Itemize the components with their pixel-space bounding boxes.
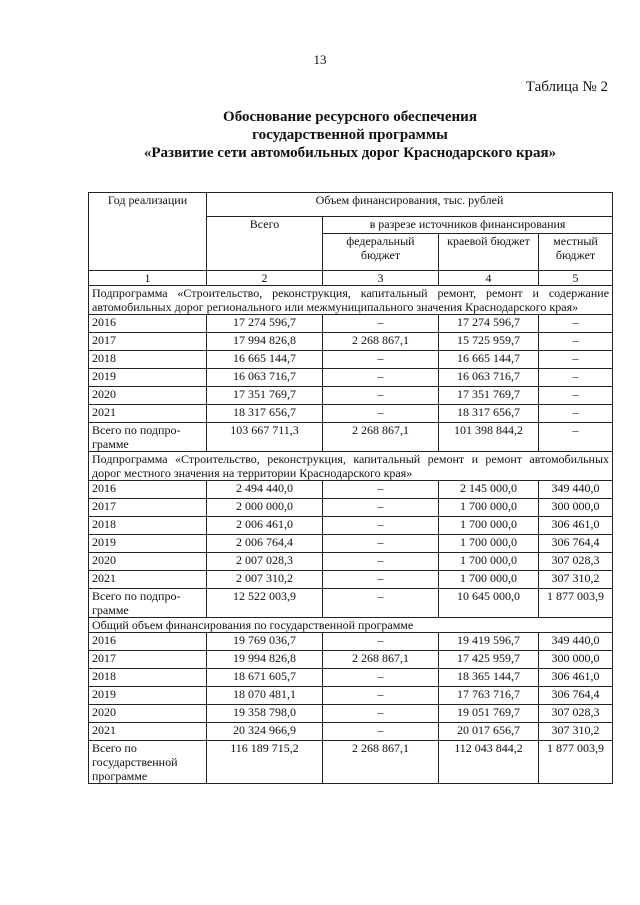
column-number: 2	[207, 271, 323, 286]
cell-regional: 17 351 769,7	[439, 387, 539, 405]
cell-year: 2018	[89, 669, 207, 687]
cell-total: 20 324 966,9	[207, 723, 323, 741]
cell-regional: 1 700 000,0	[439, 571, 539, 589]
header-local: местный бюджет	[539, 234, 613, 271]
cell-local: 349 440,0	[539, 633, 613, 651]
table-row	[89, 705, 613, 723]
cell-local: –	[539, 405, 613, 423]
table-row	[89, 723, 613, 741]
cell-regional: 15 725 959,7	[439, 333, 539, 351]
table-row	[89, 369, 613, 387]
summary-regional: 112 043 844,2	[439, 741, 539, 784]
table-row	[89, 387, 613, 405]
cell-regional: 16 665 144,7	[439, 351, 539, 369]
summary-label: Всего по подпро-грамме	[89, 589, 207, 618]
cell-regional: 19 051 769,7	[439, 705, 539, 723]
table-row	[89, 517, 613, 535]
cell-total: 17 994 826,8	[207, 333, 323, 351]
cell-federal: –	[323, 571, 439, 589]
cell-year: 2017	[89, 333, 207, 351]
cell-regional: 16 063 716,7	[439, 369, 539, 387]
cell-federal: –	[323, 405, 439, 423]
cell-year: 2018	[89, 517, 207, 535]
cell-federal: –	[323, 481, 439, 499]
cell-local: –	[539, 369, 613, 387]
cell-local: 307 310,2	[539, 723, 613, 741]
cell-local: –	[539, 387, 613, 405]
cell-year: 2019	[89, 535, 207, 553]
cell-year: 2016	[89, 481, 207, 499]
document-title	[60, 108, 640, 162]
cell-local: 306 461,0	[539, 669, 613, 687]
cell-total: 19 994 826,8	[207, 651, 323, 669]
page-number: 13	[313, 52, 327, 67]
table-row	[89, 669, 613, 687]
cell-local: 307 028,3	[539, 705, 613, 723]
column-number: 1	[89, 271, 207, 286]
cell-federal: 2 268 867,1	[323, 651, 439, 669]
cell-regional: 2 145 000,0	[439, 481, 539, 499]
cell-federal: –	[323, 351, 439, 369]
cell-federal: –	[323, 687, 439, 705]
cell-total: 17 274 596,7	[207, 315, 323, 333]
table-row	[89, 553, 613, 571]
table-row	[89, 651, 613, 669]
title-line: государственной программы	[252, 127, 448, 143]
cell-local: 306 764,4	[539, 687, 613, 705]
cell-total: 16 063 716,7	[207, 369, 323, 387]
summary-total: 103 667 711,3	[207, 423, 323, 452]
summary-local: 1 877 003,9	[539, 741, 613, 784]
title-line: «Развитие сети автомобильных дорог Краснодарского края»	[143, 145, 557, 161]
cell-total: 19 358 798,0	[207, 705, 323, 723]
cell-total: 2 006 764,4	[207, 535, 323, 553]
cell-local: 306 764,4	[539, 535, 613, 553]
cell-regional: 17 763 716,7	[439, 687, 539, 705]
cell-regional: 18 317 656,7	[439, 405, 539, 423]
header-total: Всего	[207, 217, 323, 271]
cell-total: 2 007 310,2	[207, 571, 323, 589]
cell-year: 2020	[89, 553, 207, 571]
cell-regional: 18 365 144,7	[439, 669, 539, 687]
cell-federal: –	[323, 387, 439, 405]
cell-total: 16 665 144,7	[207, 351, 323, 369]
cell-year: 2018	[89, 351, 207, 369]
summary-row	[89, 589, 613, 618]
summary-total: 116 189 715,2	[207, 741, 323, 784]
summary-regional: 10 645 000,0	[439, 589, 539, 618]
cell-total: 17 351 769,7	[207, 387, 323, 405]
column-number: 3	[323, 271, 439, 286]
section-title: Подпрограмма «Строительство, реконструкция, капитальный ремонт, ремонт и содержание автомобильных дорог регионального или межмуниципального значения Краснодарского края»	[89, 286, 613, 315]
summary-total: 12 522 003,9	[207, 589, 323, 618]
table-row	[89, 351, 613, 369]
header-regional: краевой бюджет	[439, 234, 539, 271]
cell-regional: 1 700 000,0	[439, 553, 539, 571]
resource-table	[88, 192, 613, 784]
table-row	[89, 333, 613, 351]
cell-regional: 19 419 596,7	[439, 633, 539, 651]
summary-row	[89, 741, 613, 784]
cell-total: 18 070 481,1	[207, 687, 323, 705]
table-row	[89, 535, 613, 553]
cell-federal: –	[323, 499, 439, 517]
cell-regional: 1 700 000,0	[439, 499, 539, 517]
header-volume: Объем финансирования, тыс. рублей	[207, 193, 613, 217]
cell-federal: –	[323, 633, 439, 651]
cell-total: 18 317 656,7	[207, 405, 323, 423]
cell-local: 306 461,0	[539, 517, 613, 535]
cell-local: 300 000,0	[539, 651, 613, 669]
cell-total: 2 000 000,0	[207, 499, 323, 517]
summary-regional: 101 398 844,2	[439, 423, 539, 452]
cell-year: 2016	[89, 315, 207, 333]
cell-local: 349 440,0	[539, 481, 613, 499]
column-number: 4	[439, 271, 539, 286]
cell-year: 2021	[89, 405, 207, 423]
table-row	[89, 499, 613, 517]
cell-federal: –	[323, 535, 439, 553]
cell-local: 300 000,0	[539, 499, 613, 517]
table-label: Таблица № 2	[525, 79, 608, 95]
cell-total: 2 006 461,0	[207, 517, 323, 535]
cell-local: 307 310,2	[539, 571, 613, 589]
cell-regional: 17 274 596,7	[439, 315, 539, 333]
cell-total: 19 769 036,7	[207, 633, 323, 651]
cell-federal: –	[323, 705, 439, 723]
column-number: 5	[539, 271, 613, 286]
table-row	[89, 315, 613, 333]
cell-total: 2 494 440,0	[207, 481, 323, 499]
cell-year: 2019	[89, 687, 207, 705]
cell-federal: –	[323, 517, 439, 535]
cell-year: 2017	[89, 651, 207, 669]
summary-federal: 2 268 867,1	[323, 423, 439, 452]
section-title: Подпрограмма «Строительство, реконструкция, капитальный ремонт и ремонт автомобильных дорог местного значения на территории Краснодарского края»	[89, 452, 613, 481]
cell-local: –	[539, 351, 613, 369]
summary-federal: –	[323, 589, 439, 618]
summary-label: Всего по подпро-грамме	[89, 423, 207, 452]
cell-year: 2016	[89, 633, 207, 651]
cell-federal: –	[323, 723, 439, 741]
cell-year: 2020	[89, 705, 207, 723]
section-title: Общий объем финансирования по государственной программе	[89, 618, 613, 633]
header-by-source: в разрезе источников финансирования	[323, 217, 613, 234]
cell-year: 2019	[89, 369, 207, 387]
summary-federal: 2 268 867,1	[323, 741, 439, 784]
header-year: Год реализации	[89, 193, 207, 271]
summary-label: Всего по государственной программе	[89, 741, 207, 784]
summary-row	[89, 423, 613, 452]
cell-year: 2020	[89, 387, 207, 405]
cell-total: 2 007 028,3	[207, 553, 323, 571]
table-row	[89, 633, 613, 651]
cell-year: 2017	[89, 499, 207, 517]
title-line: Обоснование ресурсного обеспечения	[223, 109, 477, 125]
cell-local: –	[539, 333, 613, 351]
cell-regional: 1 700 000,0	[439, 517, 539, 535]
cell-total: 18 671 605,7	[207, 669, 323, 687]
cell-federal: –	[323, 553, 439, 571]
table-row	[89, 405, 613, 423]
summary-local: 1 877 003,9	[539, 589, 613, 618]
table-row	[89, 571, 613, 589]
cell-federal: –	[323, 369, 439, 387]
cell-year: 2021	[89, 723, 207, 741]
cell-regional: 17 425 959,7	[439, 651, 539, 669]
cell-regional: 20 017 656,7	[439, 723, 539, 741]
table-row	[89, 687, 613, 705]
cell-federal: 2 268 867,1	[323, 333, 439, 351]
cell-federal: –	[323, 315, 439, 333]
cell-federal: –	[323, 669, 439, 687]
table-row	[89, 481, 613, 499]
cell-local: –	[539, 315, 613, 333]
cell-local: 307 028,3	[539, 553, 613, 571]
header-federal: федеральный бюджет	[323, 234, 439, 271]
cell-regional: 1 700 000,0	[439, 535, 539, 553]
cell-year: 2021	[89, 571, 207, 589]
summary-local: –	[539, 423, 613, 452]
